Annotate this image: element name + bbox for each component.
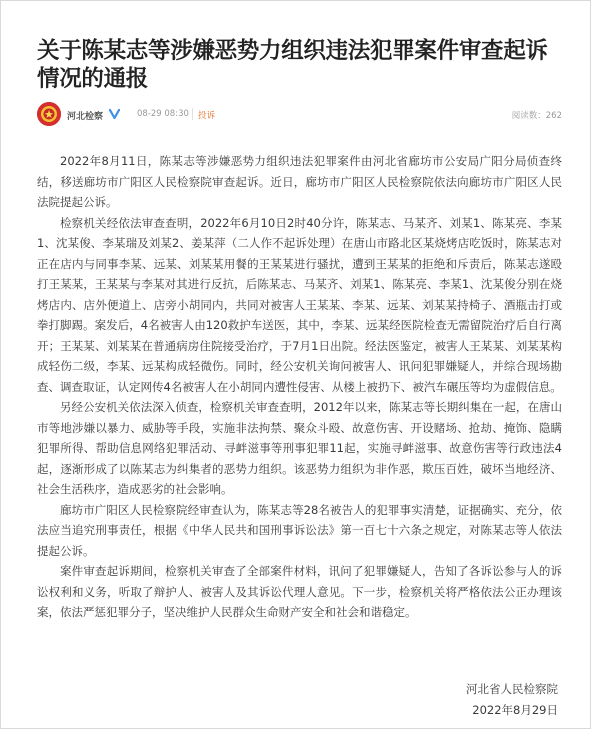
meta-divider (192, 108, 193, 120)
read-count: 阅读数：262 (511, 111, 562, 121)
signature-org: 河北省人民检察院 (466, 682, 558, 696)
source-avatar[interactable] (37, 102, 61, 126)
paragraph-1: 2022年8月11日，陈某志等涉嫌恶势力组织违法犯罪案件由河北省廊坊市公安局广阳分局侦查终结，移送廊坊市广阳区人民检察院审查起诉。近日，廊坊市广阳区人民检察院依法向廊坊市广阳区人民法院提起公诉。 (37, 154, 562, 209)
article-meta-bar (37, 101, 562, 127)
report-link[interactable]: 投诉 (198, 111, 216, 121)
procuratorate-emblem-icon (37, 102, 61, 126)
paragraph-3: 另经公安机关依法深入侦查，检察机关审查查明，2012年以来，陈某志等长期纠集在一起，在唐山市等地涉嫌以暴力、威胁等手段，实施非法拘禁、聚众斗殴、故意伤害、开设赌场、抢劫、掩饰、隐瞒犯罪所得、帮助信息网络犯罪活动、寻衅滋事等刑事犯罪11起，实施寻衅滋事、故意伤害等行政违法4起，逐渐形成了以陈某志为纠集者的恶势力组织。该恶势力组织为非作恶，欺压百姓，破坏当地经济、社会生活秩序，造成恶劣的社会影响。 (37, 400, 562, 496)
article-body (37, 151, 562, 623)
article-title: 关于陈某志等涉嫌恶势力组织违法犯罪案件审查起诉情况的通报 (37, 38, 548, 92)
signature-date: 2022年8月29日 (472, 702, 558, 717)
signature-block (466, 679, 558, 720)
paragraph-5: 案件审查起诉期间，检察机关审查了全部案件材料，讯问了犯罪嫌疑人，告知了各诉讼参与人的诉讼权利和义务，听取了辩护人、被害人及其诉讼代理人意见。下一步，检察机关将严格依法公正办理该案，依法严惩犯罪分子，坚决维护人民群众生命财产安全和社会和谐稳定。 (37, 564, 562, 619)
paragraph-4: 廊坊市广阳区人民检察院经审查认为，陈某志等28名被告人的犯罪事实清楚，证据确实、充分，依法应当追究刑事责任，根据《中华人民共和国刑事诉讼法》第一百七十六条之规定，对陈某志等人依法提起公诉。 (37, 502, 562, 558)
verified-badge-icon (109, 108, 120, 119)
publish-time: 08-29 08:30 (137, 109, 189, 119)
paragraph-2: 检察机关经依法审查查明，2022年6月10日2时40分许，陈某志、马某齐、刘某1、陈某亮、李某1、沈某俊、李某瑞及刘某2、姜某萍（二人作不起诉处理）在唐山市路北区某烧烤店吃饭时，陈某志对正在店内与同事李某、远某、刘某某用餐的王某某进行骚扰，遭到王某某的拒绝和斥责后，陈某志遂殴打王某某，王某某与李某对其进行反抗，后陈某志、马某齐、刘某1、陈某亮、李某1、沈某俊分别在烧烤店内、店外便道上、店旁小胡同内，共同对被害人王某某、李某、远某、刘某某持椅子、酒瓶击打或拳打脚踢。案发后，4名被害人由120救护车送医，其中，李某、远某经医院检查无需留院治疗后自行离开；王某某、刘某某在普通病房住院接受治疗，于7月1日出院。经法医鉴定，被害人王某某、刘某某构成轻伤二级，李某、远某构成轻微伤。同时，经公安机关询问被害人、讯问犯罪嫌疑人，并综合现场勘查、调查取证，认定网传4名被害人在小胡同内遭性侵害、从楼上被扔下、被汽车碾压等均为虚假信息。 (37, 215, 562, 394)
source-name[interactable]: 河北检察 (67, 112, 104, 122)
